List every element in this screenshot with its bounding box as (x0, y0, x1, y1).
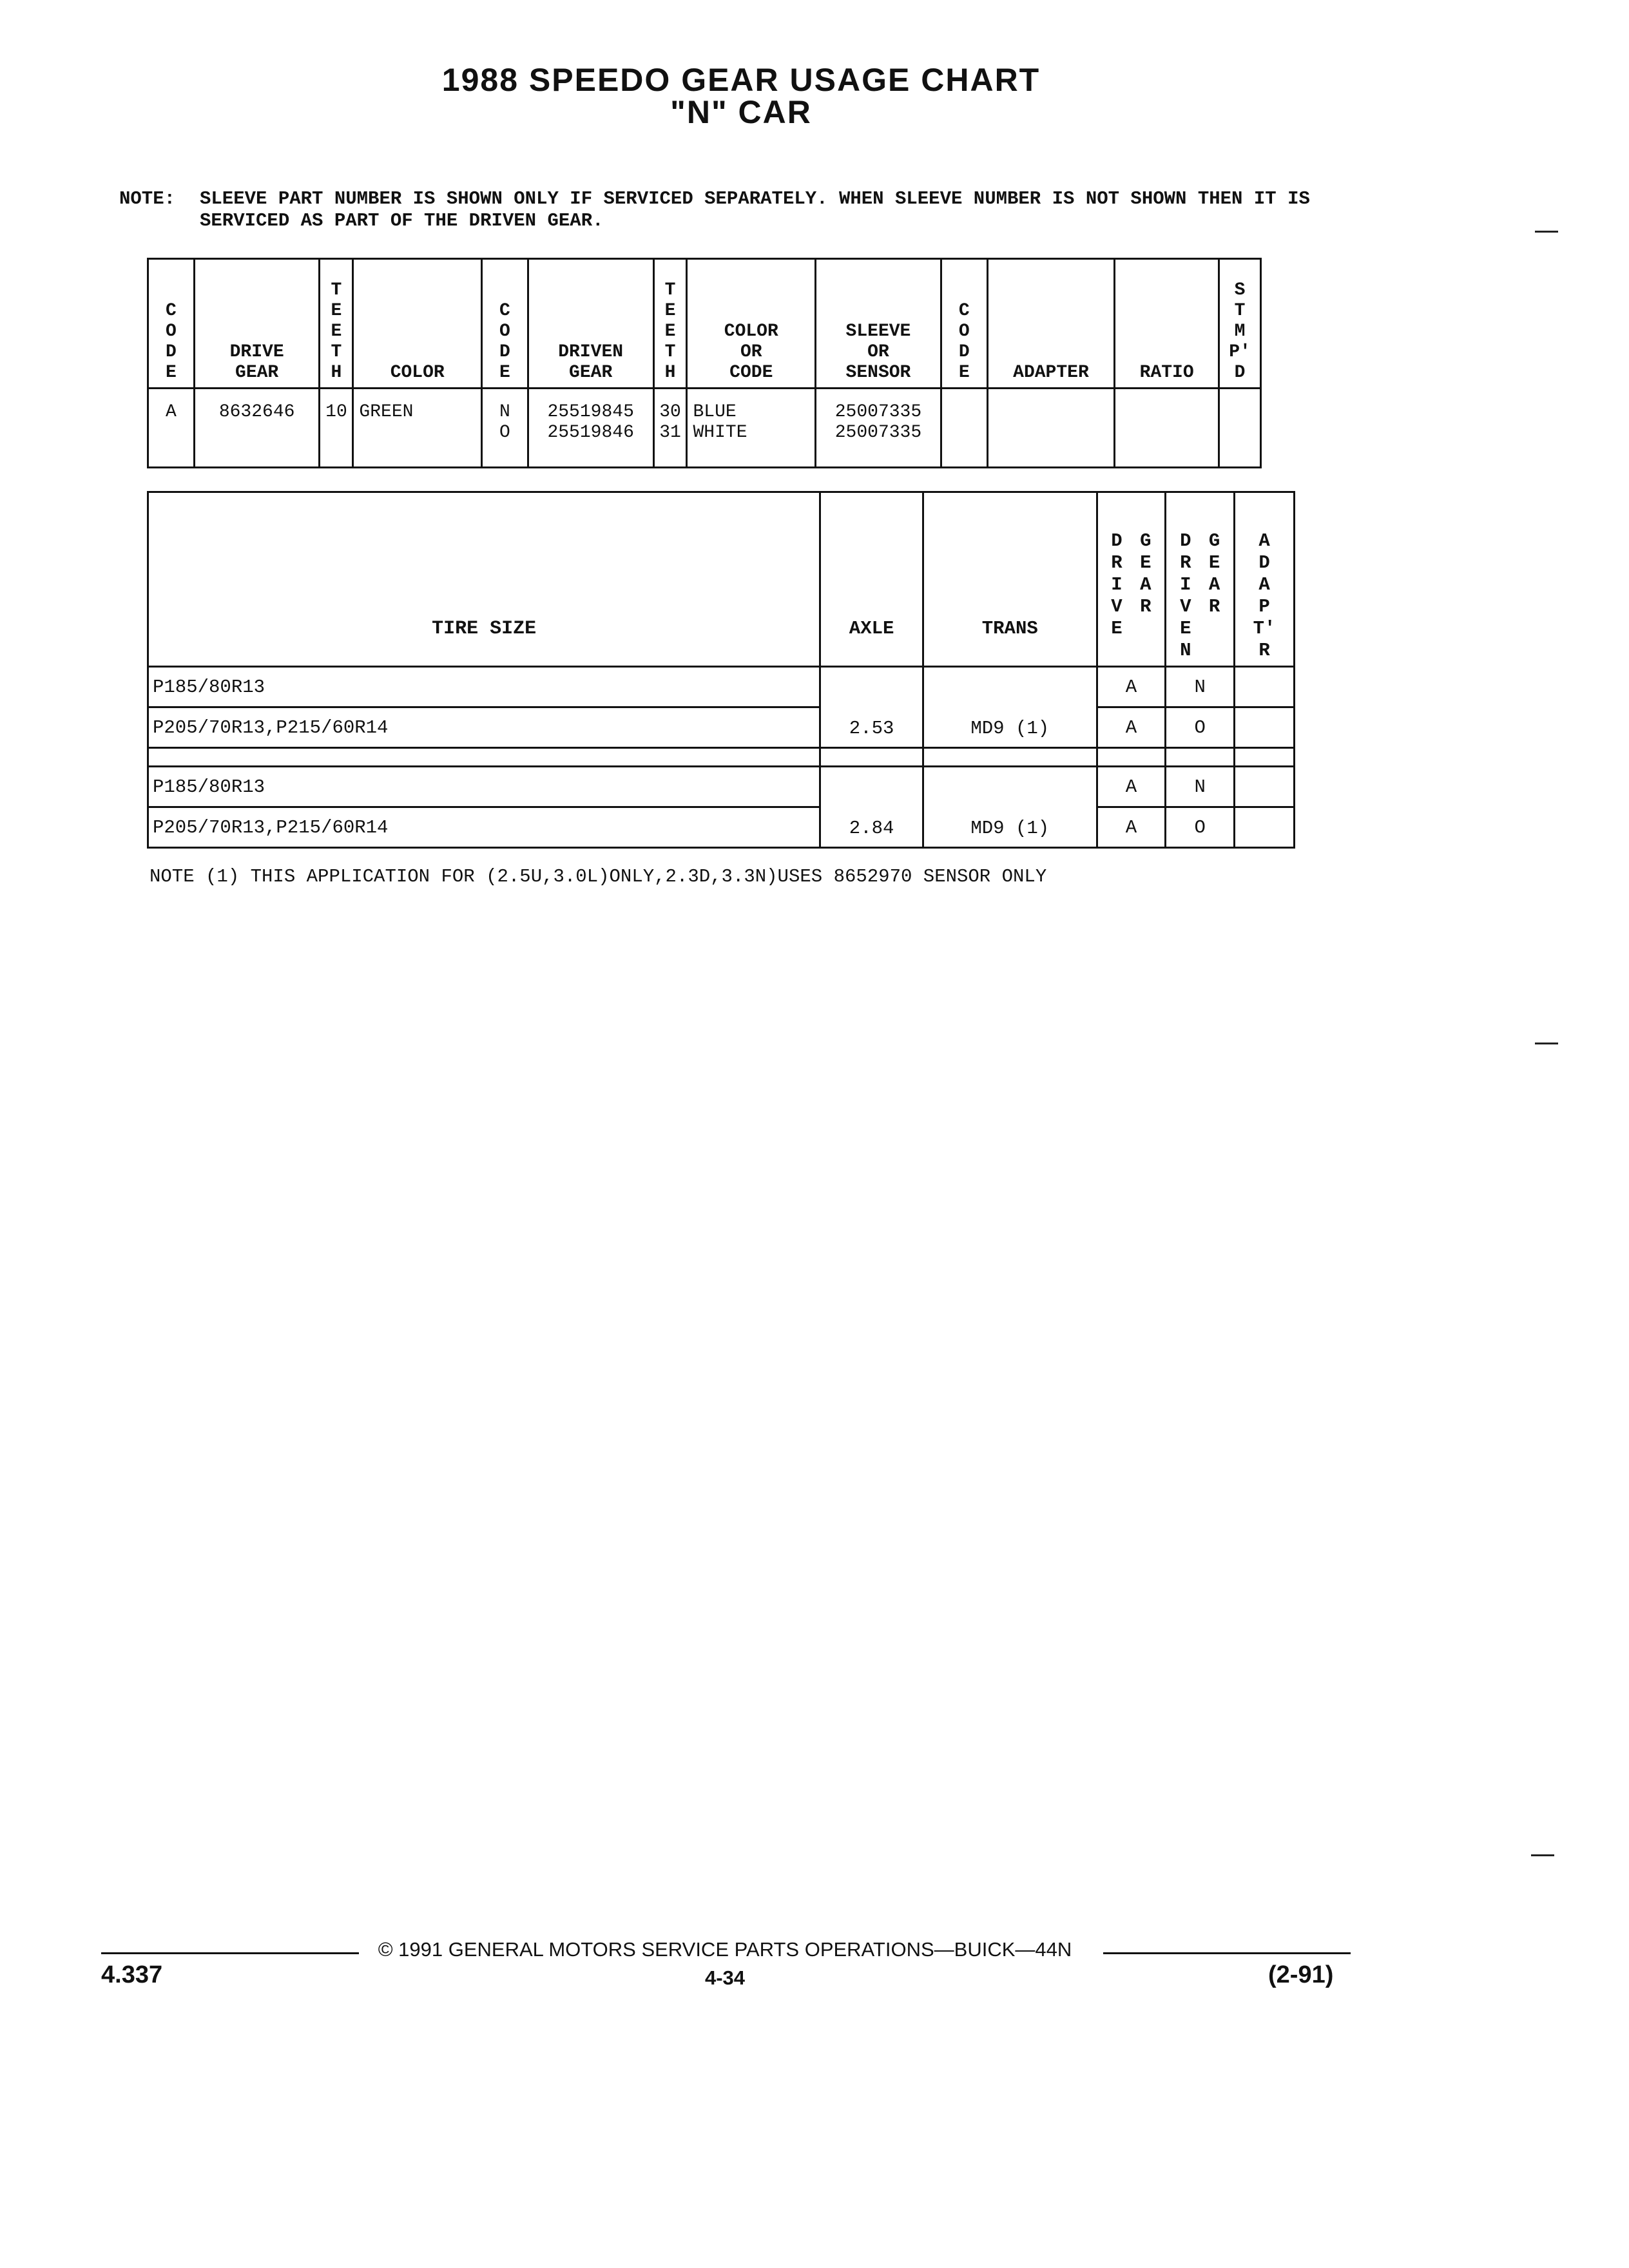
cell-drive-gear: A (1097, 767, 1166, 807)
cell-sleeves: 25007335 25007335 (834, 402, 922, 443)
cell-driven-colors: BLUE WHITE (693, 402, 747, 443)
margin-tick (1535, 1043, 1558, 1044)
gear-table (147, 258, 1262, 468)
cell-driven-teeth: 30 31 (659, 402, 681, 443)
margin-tick (1535, 231, 1558, 233)
cell-drive-gear: 8632646 (194, 389, 320, 468)
cell-driven-gear: N (1166, 667, 1235, 707)
usage-row (148, 667, 1295, 707)
cell-driven-gear: O (1166, 707, 1235, 748)
header-adapter-code: C O D E (941, 259, 987, 389)
cell-adapter (987, 389, 1115, 468)
header-trans: TRANS (923, 492, 1097, 667)
usage-row (148, 707, 1295, 748)
header-code: C O D E (148, 259, 195, 389)
gear-table-row (148, 389, 1261, 468)
cell-tire-size: P185/80R13 (148, 667, 820, 707)
cell-ratio (1115, 389, 1219, 468)
footer-copyright: © 1991 GENERAL MOTORS SERVICE PARTS OPERATIONS—BUICK—44N (378, 1938, 1072, 1961)
group-separator (148, 748, 1295, 767)
footer-rule-left (101, 1952, 359, 1954)
cell-adapter (1235, 767, 1295, 807)
cell-trans: MD9 (1) (923, 767, 1097, 848)
cell-code: A (148, 389, 195, 468)
header-color-code: COLOR OR CODE (687, 259, 816, 389)
footer-rule-right (1103, 1952, 1351, 1954)
header-adapter: A D A P T' R (1235, 492, 1295, 667)
cell-tire-size: P185/80R13 (148, 767, 820, 807)
header-tire-size: TIRE SIZE (148, 492, 820, 667)
cell-stamped (1219, 389, 1261, 468)
cell-driven-gears: 25519845 25519846 (547, 402, 634, 443)
usage-table (147, 491, 1295, 849)
cell-driven-codes: N O (499, 402, 510, 443)
header-stamped: S T M P' D (1219, 259, 1261, 389)
cell-adapter-code (941, 389, 987, 468)
application-footnote: NOTE (1) THIS APPLICATION FOR (2.5U,3.0L)ONLY,2.3D,3.3N)USES 8652970 SENSOR ONLY (149, 866, 1047, 887)
cell-adapter (1235, 807, 1295, 848)
cell-tire-size: P205/70R13,P215/60R14 (148, 807, 820, 848)
header-drive-gear: D R I V E G E A R (1097, 492, 1166, 667)
header-driven-gear: D R I V E N G E A R (1166, 492, 1235, 667)
page-title: 1988 SPEEDO GEAR USAGE CHART (441, 62, 1041, 98)
footer-page-number: 4-34 (704, 1966, 746, 1989)
cell-axle: 2.53 (820, 667, 923, 748)
sleeve-note (119, 188, 1310, 232)
header-ratio: RATIO (1115, 259, 1219, 389)
header-color: COLOR (353, 259, 482, 389)
usage-row (148, 807, 1295, 848)
note-line-2: SERVICED AS PART OF THE DRIVEN GEAR. (200, 210, 604, 231)
note-label: NOTE: (119, 188, 176, 209)
header-axle: AXLE (820, 492, 923, 667)
header-driven-code: C O D E (482, 259, 528, 389)
cell-driven-gear: N (1166, 767, 1235, 807)
header-driven-gear: DRIVEN GEAR (528, 259, 653, 389)
usage-row (148, 767, 1295, 807)
page-subtitle: "N" CAR (670, 94, 812, 130)
cell-adapter (1235, 667, 1295, 707)
header-driven-teeth: T E E T H (653, 259, 687, 389)
usage-table-header (148, 492, 1295, 667)
cell-drive-gear: A (1097, 807, 1166, 848)
header-drive-gear: DRIVE GEAR (194, 259, 320, 389)
cell-axle: 2.84 (820, 767, 923, 848)
header-teeth: T E E T H (320, 259, 353, 389)
cell-teeth: 10 (320, 389, 353, 468)
cell-adapter (1235, 707, 1295, 748)
footer-date-code: (2-91) (1268, 1961, 1334, 1988)
header-sleeve-sensor: SLEEVE OR SENSOR (816, 259, 941, 389)
cell-color: GREEN (353, 389, 482, 468)
gear-table-header (148, 259, 1261, 389)
cell-drive-gear: A (1097, 667, 1166, 707)
cell-tire-size: P205/70R13,P215/60R14 (148, 707, 820, 748)
cell-trans: MD9 (1) (923, 667, 1097, 748)
margin-tick (1531, 1854, 1554, 1856)
note-line-1: SLEEVE PART NUMBER IS SHOWN ONLY IF SERVICED SEPARATELY. WHEN SLEEVE NUMBER IS NOT SHOWN THEN IT IS (200, 188, 1310, 209)
cell-drive-gear: A (1097, 707, 1166, 748)
header-adapter: ADAPTER (987, 259, 1115, 389)
footer-section-number: 4.337 (101, 1961, 163, 1988)
cell-driven-gear: O (1166, 807, 1235, 848)
